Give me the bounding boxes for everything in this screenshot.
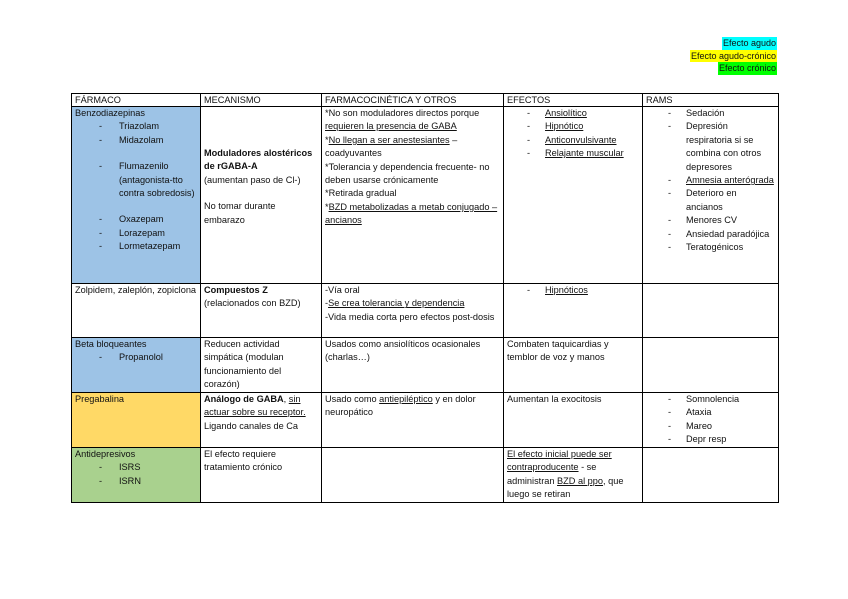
pk-line-3: *Tolerancia y dependencia frecuente- no deben usarse crónicamente [325, 161, 490, 186]
drug-list [75, 461, 197, 488]
cell-effects-z [504, 284, 643, 338]
table-row-z-drugs [72, 284, 779, 338]
list-item: - Ansiedad paradójica [646, 228, 775, 241]
list-item: - Depresión respiratoria si se combina con otros depresores [646, 120, 775, 174]
cell-effects-antidepresivos: El efecto inicial puede ser contraproducente - se administran BZD al ppo, que luego se retiran [504, 448, 643, 503]
table-row-beta-bloqueantes [72, 338, 779, 393]
header-row [72, 94, 779, 107]
list-item: - Amnesia anterógrada [646, 174, 775, 187]
list-item: - Lorazepam [75, 227, 197, 240]
list-item: - Hipnóticos [507, 284, 639, 297]
list-item: - Relajante muscular [507, 147, 639, 160]
list-item: - Teratogénicos [646, 241, 775, 254]
color-legend [690, 37, 777, 75]
drug-name: Beta bloqueantes [75, 339, 147, 349]
mechanism-detail: (relacionados con BZD) [204, 298, 301, 309]
pk-line-2: *No llegan a ser anestesiantes – coadyuvantes [325, 134, 458, 159]
list-item: - Ansiolítico [507, 107, 639, 120]
mechanism-detail: (aumentan paso de Cl-) [204, 174, 301, 185]
cell-pk-pregabalina: Usado como antiepiléptico y en dolor neuropático [322, 393, 504, 448]
drug-list [75, 351, 197, 364]
cell-mechanism-antidepresivos: El efecto requiere tratamiento crónico [201, 448, 322, 503]
list-item: - Mareo [646, 420, 775, 433]
legend-acute-chronic: Efecto agudo-crónico [690, 50, 776, 61]
drug-list [75, 120, 197, 253]
legend-acute: Efecto agudo [722, 38, 776, 48]
cell-drug-antidepresivos [72, 448, 201, 503]
drug-name: Antidepresivos [75, 449, 136, 459]
list-item: - Triazolam [75, 120, 197, 133]
cell-drug-z: Zolpidem, zaleplón, zopiclona [72, 284, 201, 338]
cell-mechanism-benzodiazepinas [201, 107, 322, 284]
cell-pk-z [322, 284, 504, 338]
table-row-antidepresivos [72, 448, 779, 503]
cell-mechanism-pregabalina: Análogo de GABA, sin actuar sobre su receptor. Ligando canales de Ca [201, 393, 322, 448]
list-item: - Anticonvulsivante [507, 134, 639, 147]
cell-drug-pregabalina: Pregabalina [72, 393, 201, 448]
list-item: - ISRS [75, 461, 197, 474]
table-row-benzodiazepinas [72, 107, 779, 284]
rams-list [646, 393, 775, 447]
list-item: - Flumazenilo (antagonista-tto contra sobredosis) [75, 160, 197, 200]
drug-table [71, 93, 779, 503]
pk-line-5: *BZD metabolizadas a metab conjugado – ancianos [325, 201, 498, 226]
cell-drug-benzodiazepinas [72, 107, 201, 284]
mechanism-title: Moduladores alostéricos de rGABA-A [204, 148, 313, 172]
cell-pk-benzodiazepinas [322, 107, 504, 284]
pk-line-3: -Vida media corta pero efectos post-dosis [325, 311, 495, 322]
list-item: - Hipnótico [507, 120, 639, 133]
list-item: - Ataxia [646, 406, 775, 419]
list-item: - Sedación [646, 107, 775, 120]
effects-list [507, 284, 639, 297]
cell-drug-beta [72, 338, 201, 393]
effects-list [507, 107, 639, 161]
cell-rams-benzodiazepinas [643, 107, 779, 284]
cell-pk-antidepresivos [322, 448, 504, 503]
cell-effects-pregabalina: Aumentan la exocitosis [504, 393, 643, 448]
cell-mechanism-beta: Reducen actividad simpática (modulan funcionamiento del corazón) [201, 338, 322, 393]
cell-mechanism-z [201, 284, 322, 338]
header-efectos: EFECTOS [504, 94, 643, 107]
list-item: - Depr resp [646, 433, 775, 446]
legend-chronic: Efecto crónico [718, 63, 776, 73]
mechanism-note: No tomar durante embarazo [204, 201, 276, 225]
cell-effects-beta: Combaten taquicardias y temblor de voz y manos [504, 338, 643, 393]
list-item: - Oxazepam [75, 213, 197, 226]
header-rams: RAMS [643, 94, 779, 107]
pk-line-1: *No son moduladores directos porque requieren la presencia de GABA [325, 108, 480, 132]
pk-line-4: *Retirada gradual [325, 188, 397, 199]
header-farmacocinetica: FARMACOCINÉTICA Y OTROS [322, 94, 504, 107]
cell-effects-benzodiazepinas [504, 107, 643, 284]
cell-rams-pregabalina [643, 393, 779, 448]
pk-line-1: -Vía oral [325, 285, 360, 295]
header-mecanismo: MECANISMO [201, 94, 322, 107]
mechanism-ligand: Ligando canales de Ca [204, 420, 298, 431]
list-item: - Lormetazepam [75, 240, 197, 253]
header-farmaco: FÁRMACO [72, 94, 201, 107]
list-item: - Somnolencia [646, 393, 775, 406]
cell-rams-antidepresivos [643, 448, 779, 503]
table-row-pregabalina [72, 393, 779, 448]
list-item: - Deterioro en ancianos [646, 187, 775, 214]
cell-rams-beta [643, 338, 779, 393]
pk-line-2: -Se crea tolerancia y dependencia [325, 298, 465, 309]
list-item: - Midazolam [75, 134, 197, 147]
cell-pk-beta: Usados como ansiolíticos ocasionales (charlas…) [322, 338, 504, 393]
list-item: - Menores CV [646, 214, 775, 227]
rams-list [646, 107, 775, 254]
list-item: - Propanolol [75, 351, 197, 364]
cell-rams-z [643, 284, 779, 338]
drug-name: Benzodiazepinas [75, 108, 145, 118]
list-item: - ISRN [75, 475, 197, 488]
mechanism-title: Compuestos Z [204, 285, 268, 295]
